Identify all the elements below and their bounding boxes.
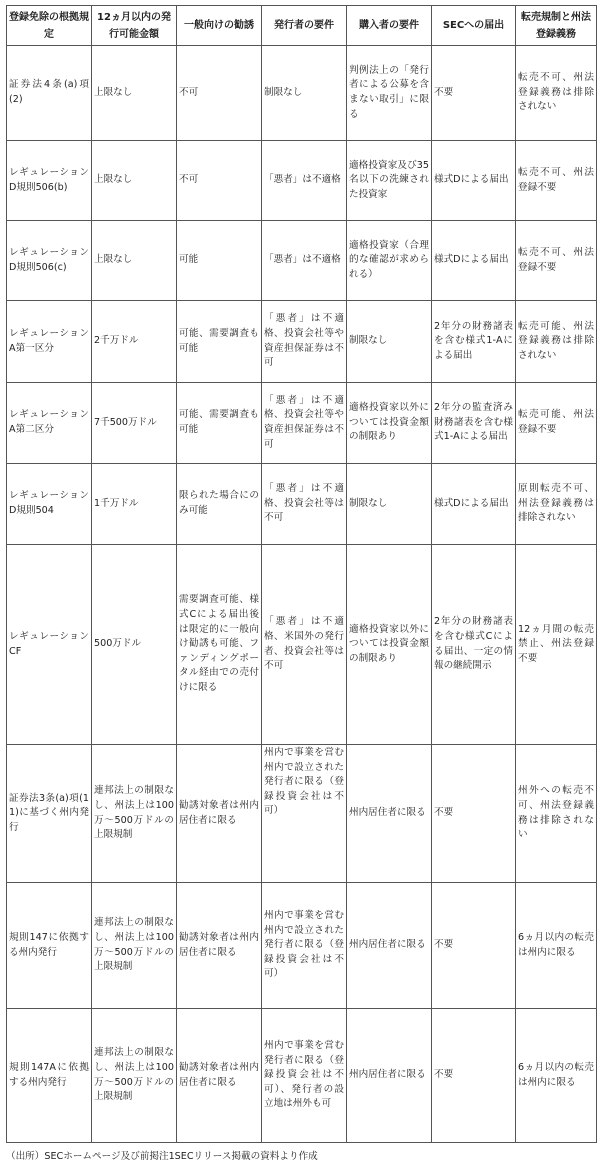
cell-offering-limit: 連邦法上の制限なし、州法上は100万～500万ドルの上限規制 — [92, 883, 177, 1009]
cell-purchaser-requirements: 適格投資家以外については投資金額の制限あり — [347, 383, 432, 464]
cell-exemption-basis: レギュレーションD規則504 — [7, 464, 92, 545]
cell-issuer-requirements: 制限なし — [262, 46, 347, 141]
cell-offering-limit: 2千万ドル — [92, 301, 177, 383]
header-general-solicitation: 一般向けの勧誘 — [177, 6, 262, 46]
cell-exemption-basis: レギュレーションD規則506(b) — [7, 141, 92, 221]
cell-sec-filing: 様式Dによる届出 — [432, 464, 516, 545]
cell-resale-state-registration: 転売不可、州法登録義務は排除されない — [516, 46, 597, 141]
cell-sec-filing: 様式Dによる届出 — [432, 221, 516, 301]
cell-resale-state-registration: 転売可能、州法登録不要 — [516, 383, 597, 464]
table-row — [7, 301, 597, 383]
cell-sec-filing: 不要 — [432, 883, 516, 1009]
cell-exemption-basis: レギュレーションA第一区分 — [7, 301, 92, 383]
cell-sec-filing: 不要 — [432, 1009, 516, 1143]
cell-offering-limit: 上限なし — [92, 141, 177, 221]
cell-issuer-requirements: 州内で事業を営む州内で設立された発行者に限る（登録投資会社は不可） — [262, 883, 347, 1009]
cell-exemption-basis: 証券法4条(a)項(2) — [7, 46, 92, 141]
cell-resale-state-registration: 転売可能、州法登録義務は排除されない — [516, 301, 597, 383]
table-row — [7, 221, 597, 301]
cell-issuer-requirements: 「悪者」は不適格、投資会社等や資産担保証券は不可 — [262, 301, 347, 383]
cell-exemption-basis: 規則147Aに依拠する州内発行 — [7, 1009, 92, 1143]
header-issuer-requirements: 発行者の要件 — [262, 6, 347, 46]
cell-sec-filing: 不要 — [432, 745, 516, 883]
cell-resale-state-registration: 原則転売不可、州法登録義務は排除されない — [516, 464, 597, 545]
table-row — [7, 383, 597, 464]
cell-sec-filing: 不要 — [432, 46, 516, 141]
cell-general-solicitation: 限られた場合にのみ可能 — [177, 464, 262, 545]
cell-sec-filing: 2年分の監査済み財務諸表を含む様式1-Aによる届出 — [432, 383, 516, 464]
header-purchaser-requirements: 購入者の要件 — [347, 6, 432, 46]
cell-issuer-requirements: 「悪者」は不適格、投資会社等や資産担保証券は不可 — [262, 383, 347, 464]
cell-sec-filing: 2年分の財務諸表を含む様式1-Aによる届出 — [432, 301, 516, 383]
source-note: （出所）SECホームページ及び前掲注1SECリリース掲載の資料より作成 — [6, 1151, 318, 1162]
cell-offering-limit: 連邦法上の制限なし、州法上は100万～500万ドルの上限規制 — [92, 1009, 177, 1143]
cell-resale-state-registration: 州外への転売不可、州法登録義務は排除されない — [516, 745, 597, 883]
cell-exemption-basis: 規則147に依拠する州内発行 — [7, 883, 92, 1009]
cell-general-solicitation: 勧誘対象者は州内居住者に限る — [177, 1009, 262, 1143]
cell-issuer-requirements: 「悪者」は不適格、米国外の発行者、投資会社等は不可 — [262, 545, 347, 745]
cell-resale-state-registration: 12ヵ月間の転売禁止、州法登録不要 — [516, 545, 597, 745]
header-resale-state-registration: 転売規制と州法登録義務 — [516, 6, 597, 46]
table-row — [7, 1009, 597, 1143]
cell-resale-state-registration: 6ヵ月以内の転売は州内に限る — [516, 883, 597, 1009]
cell-purchaser-requirements: 州内居住者に限る — [347, 745, 432, 883]
cell-issuer-requirements: 「悪者」は不適格 — [262, 141, 347, 221]
cell-offering-limit: 1千万ドル — [92, 464, 177, 545]
table-row — [7, 464, 597, 545]
table-row — [7, 545, 597, 745]
table-row — [7, 141, 597, 221]
table-row — [7, 46, 597, 141]
cell-resale-state-registration: 転売不可、州法登録不要 — [516, 221, 597, 301]
cell-general-solicitation: 可能 — [177, 221, 262, 301]
cell-general-solicitation: 需要調査可能、様式Cによる届出後は限定的に一般向け勧誘も可能、ファンディングポータル経由での売付けに限る — [177, 545, 262, 745]
cell-issuer-requirements: 「悪者」は不適格 — [262, 221, 347, 301]
cell-offering-limit: 連邦法上の制限なし、州法上は100万～500万ドルの上限規制 — [92, 745, 177, 883]
cell-issuer-requirements: 「悪者」は不適格、投資会社等は不可 — [262, 464, 347, 545]
header-offering-limit: 12ヵ月以内の発行可能金額 — [92, 6, 177, 46]
cell-issuer-requirements: 州内で事業を営む発行者に限る（登録投資会社は不可）、発行者の設立地は州外も可 — [262, 1009, 347, 1143]
table-row — [7, 883, 597, 1009]
cell-general-solicitation: 勧誘対象者は州内居住者に限る — [177, 883, 262, 1009]
cell-exemption-basis: レギュレーションA第二区分 — [7, 383, 92, 464]
cell-general-solicitation: 勧誘対象者は州内居住者に限る — [177, 745, 262, 883]
cell-general-solicitation: 不可 — [177, 141, 262, 221]
cell-exemption-basis: レギュレーションD規則506(c) — [7, 221, 92, 301]
cell-exemption-basis: 証券法3条(a)項(11)に基づく州内発行 — [7, 745, 92, 883]
cell-general-solicitation: 可能、需要調査も可能 — [177, 383, 262, 464]
cell-purchaser-requirements: 制限なし — [347, 464, 432, 545]
cell-offering-limit: 上限なし — [92, 221, 177, 301]
cell-exemption-basis: レギュレーションCF — [7, 545, 92, 745]
cell-issuer-requirements: 州内で事業を営む州内で設立された発行者に限る（登録投資会社は不可） — [262, 745, 347, 883]
cell-offering-limit: 500万ドル — [92, 545, 177, 745]
cell-purchaser-requirements: 州内居住者に限る — [347, 1009, 432, 1143]
header-row — [7, 6, 597, 46]
cell-general-solicitation: 不可 — [177, 46, 262, 141]
cell-general-solicitation: 可能、需要調査も可能 — [177, 301, 262, 383]
table-row — [7, 745, 597, 883]
cell-resale-state-registration: 6ヵ月以内の転売は州内に限る — [516, 1009, 597, 1143]
cell-purchaser-requirements: 州内居住者に限る — [347, 883, 432, 1009]
cell-sec-filing: 2年分の財務諸表を含む様式Cによる届出、一定の情報の継続開示 — [432, 545, 516, 745]
cell-resale-state-registration: 転売不可、州法登録不要 — [516, 141, 597, 221]
cell-sec-filing: 様式Dによる届出 — [432, 141, 516, 221]
header-exemption-basis: 登録免除の根拠規定 — [7, 6, 92, 46]
cell-offering-limit: 7千500万ドル — [92, 383, 177, 464]
cell-purchaser-requirements: 適格投資家（合理的な確認が求められる） — [347, 221, 432, 301]
cell-purchaser-requirements: 適格投資家以外については投資金額の制限あり — [347, 545, 432, 745]
cell-purchaser-requirements: 適格投資家及び35名以下の洗練された投資家 — [347, 141, 432, 221]
cell-offering-limit: 上限なし — [92, 46, 177, 141]
header-sec-filing: SECへの届出 — [432, 6, 516, 46]
exemption-comparison-table — [6, 5, 597, 1143]
cell-purchaser-requirements: 制限なし — [347, 301, 432, 383]
cell-purchaser-requirements: 判例法上の「発行者による公募を含まない取引」に限る — [347, 46, 432, 141]
